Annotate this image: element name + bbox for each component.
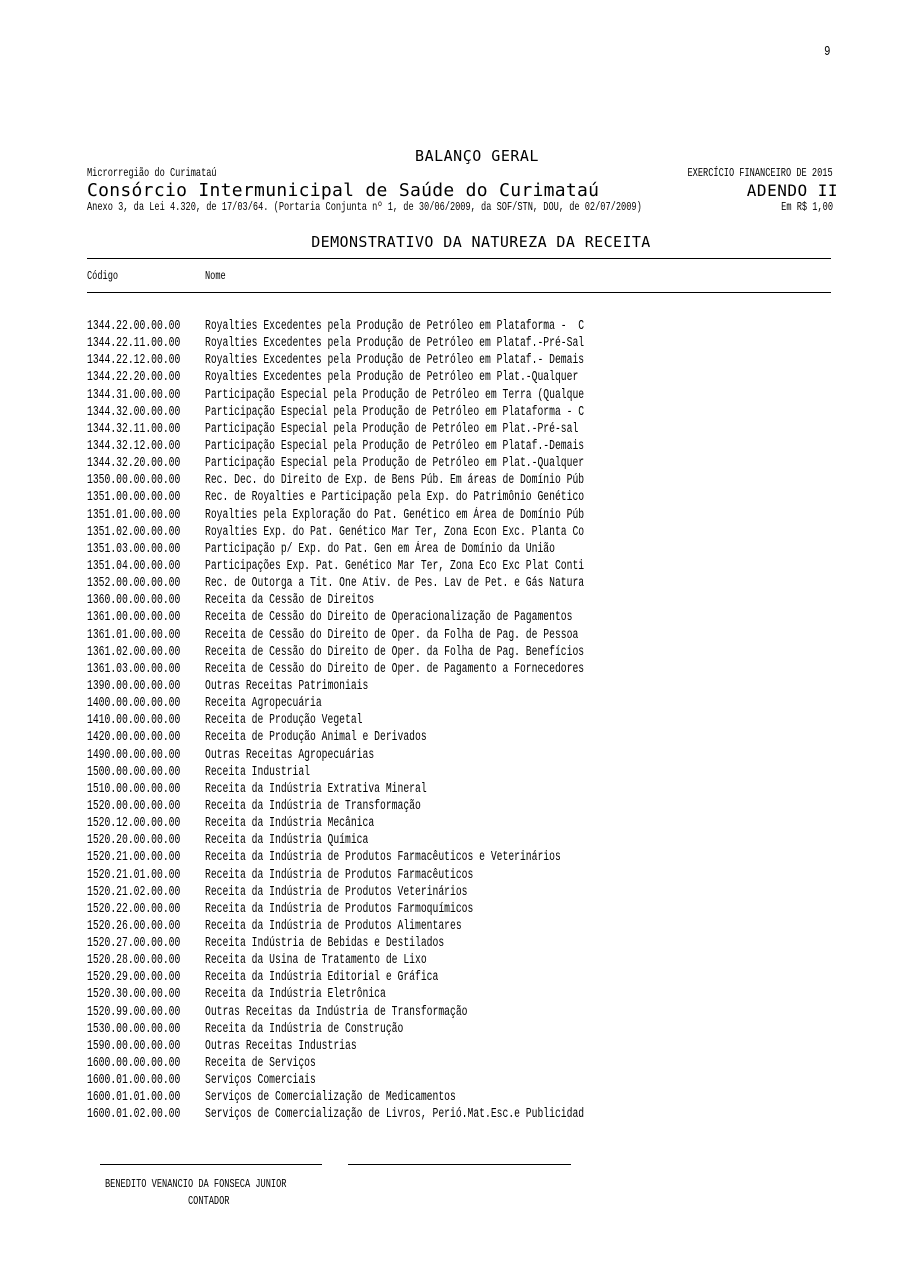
row-code: 1344.32.00.00.00: [87, 404, 181, 420]
row-name: Royalties Excedentes pela Produção de Petróleo em Plat.-Qualquer: [205, 370, 579, 386]
row-name: Serviços Comerciais: [205, 1073, 316, 1089]
annex-label: ADENDO II: [746, 181, 838, 200]
row-name: Receita da Indústria de Produtos Veterinários: [205, 884, 468, 900]
row-code: 1520.21.00.00.00: [87, 850, 181, 866]
organization-name: Consórcio Intermunicipal de Saúde do Curimataú: [87, 180, 600, 201]
row-code: 1520.29.00.00.00: [87, 970, 181, 986]
row-code: 1390.00.00.00.00: [87, 678, 181, 694]
row-name: Outras Receitas Industrias: [205, 1038, 357, 1054]
row-code: 1520.22.00.00.00: [87, 901, 181, 917]
row-name: Receita de Cessão do Direito de Oper. da Folha de Pag. Benefícios: [205, 644, 585, 660]
row-name: Receita da Indústria Química: [205, 833, 369, 849]
row-name: Receita da Indústria de Produtos Farmacêuticos e Veterinários: [205, 850, 561, 866]
row-name: Receita da Indústria de Construção: [205, 1021, 404, 1037]
row-code: 1410.00.00.00.00: [87, 713, 181, 729]
row-code: 1351.00.00.00.00: [87, 490, 181, 506]
row-name: Royalties pela Exploração do Pat. Genético em Área de Domínio Púb: [205, 507, 585, 523]
row-code: 1520.26.00.00.00: [87, 918, 181, 934]
row-name: Receita da Indústria Editorial e Gráfica: [205, 970, 439, 986]
row-name: Receita da Indústria Eletrônica: [205, 987, 386, 1003]
row-name: Receita da Indústria de Transformação: [205, 798, 421, 814]
row-code: 1361.01.00.00.00: [87, 627, 181, 643]
row-name: Receita da Cessão de Direitos: [205, 593, 375, 609]
row-code: 1351.02.00.00.00: [87, 524, 181, 540]
row-code: 1344.32.12.00.00: [87, 438, 181, 454]
column-header-code: Código: [87, 269, 119, 283]
row-code: 1520.27.00.00.00: [87, 936, 181, 952]
row-code: 1520.00.00.00.00: [87, 798, 181, 814]
row-code: 1351.01.00.00.00: [87, 507, 181, 523]
row-name: Participação p/ Exp. do Pat. Gen em Área de Domínio da União: [205, 541, 555, 557]
row-code: 1600.00.00.00.00: [87, 1056, 181, 1072]
row-name: Receita Agropecuária: [205, 696, 322, 712]
row-name: Rec. de Outorga a Tit. One Ativ. de Pes. Lav de Pet. e Gás Natura: [205, 576, 585, 592]
row-code: 1344.32.11.00.00: [87, 421, 181, 437]
row-code: 1520.12.00.00.00: [87, 816, 181, 832]
row-name: Participação Especial pela Produção de Petróleo em Plat.-Qualquer: [205, 456, 585, 472]
row-code: 1400.00.00.00.00: [87, 696, 181, 712]
row-name: Receita de Cessão do Direito de Operacionalização de Pagamentos: [205, 610, 573, 626]
report-title: BALANÇO GERAL: [415, 147, 539, 165]
row-code: 1490.00.00.00.00: [87, 747, 181, 763]
row-code: 1344.22.00.00.00: [87, 319, 181, 334]
row-code: 1600.01.02.00.00: [87, 1107, 181, 1123]
row-name: Outras Receitas da Indústria de Transformação: [205, 1004, 468, 1020]
row-name: Rec. de Royalties e Participação pela Exp. do Patrimônio Genético: [205, 490, 585, 506]
row-name: Rec. Dec. do Direito de Exp. de Bens Púb. Em áreas de Domínio Púb: [205, 473, 585, 489]
row-name: Receita de Cessão do Direito de Oper. de Pagamento a Fornecedores: [205, 661, 585, 677]
row-code: 1600.01.00.00.00: [87, 1073, 181, 1089]
row-code: 1344.31.00.00.00: [87, 387, 181, 403]
row-code: 1351.04.00.00.00: [87, 558, 181, 574]
row-name: Royalties Excedentes pela Produção de Petróleo em Plataf.-Pré-Sal: [205, 336, 585, 352]
region-label: Microrregião do Curimataú: [87, 166, 217, 180]
row-name: Royalties Excedentes pela Produção de Petróleo em Plataf.- Demais: [205, 353, 585, 369]
row-name: Serviços de Comercialização de Livros, Perió.Mat.Esc.e Publicidad: [205, 1107, 585, 1123]
row-name: Receita da Indústria Extrativa Mineral: [205, 781, 427, 797]
header-rule-top: [87, 258, 831, 259]
row-name: Receita de Produção Vegetal: [205, 713, 363, 729]
row-code: 1352.00.00.00.00: [87, 576, 181, 592]
currency-label: Em R$ 1,00: [781, 200, 833, 214]
row-name: Receita da Indústria de Produtos Farmacêuticos: [205, 867, 474, 883]
signer-role: CONTADOR: [188, 1194, 230, 1208]
column-header-name: Nome: [205, 269, 226, 283]
header-rule-bottom: [87, 292, 831, 293]
legal-basis-text: Anexo 3, da Lei 4.320, de 17/03/64. (Portaria Conjunta nº 1, de 30/06/2009, da SOF/STN, DOU, de 02/07/2009): [87, 200, 642, 214]
row-code: 1520.21.02.00.00: [87, 884, 181, 900]
row-name: Serviços de Comercialização de Medicamentos: [205, 1090, 456, 1106]
row-name: Outras Receitas Patrimoniais: [205, 678, 369, 694]
row-code: 1344.22.20.00.00: [87, 370, 181, 386]
row-code: 1361.03.00.00.00: [87, 661, 181, 677]
signature-line-accountant: [100, 1164, 322, 1165]
row-code: 1590.00.00.00.00: [87, 1038, 181, 1054]
row-code: 1344.32.20.00.00: [87, 456, 181, 472]
row-code: 1361.02.00.00.00: [87, 644, 181, 660]
row-name: Receita de Serviços: [205, 1056, 316, 1072]
row-code: 1520.20.00.00.00: [87, 833, 181, 849]
row-code: 1530.00.00.00.00: [87, 1021, 181, 1037]
row-code: 1520.21.01.00.00: [87, 867, 181, 883]
row-code: 1510.00.00.00.00: [87, 781, 181, 797]
row-name: Outras Receitas Agropecuárias: [205, 747, 375, 763]
row-name: Participação Especial pela Produção de Petróleo em Plat.-Pré-sal: [205, 421, 579, 437]
row-code: 1360.00.00.00.00: [87, 593, 181, 609]
row-code: 1344.22.11.00.00: [87, 336, 181, 352]
row-name: Receita da Indústria Mecânica: [205, 816, 375, 832]
row-name: Receita de Cessão do Direito de Oper. da Folha de Pag. de Pessoa: [205, 627, 579, 643]
row-name: Participações Exp. Pat. Genético Mar Ter, Zona Eco Exc Plat Conti: [205, 558, 585, 574]
row-name: Participação Especial pela Produção de Petróleo em Terra (Qualque: [205, 387, 585, 403]
row-code: 1500.00.00.00.00: [87, 764, 181, 780]
row-name: Receita da Usina de Tratamento de Lixo: [205, 953, 427, 969]
row-name: Receita da Indústria de Produtos Alimentares: [205, 918, 462, 934]
signature-line-second: [348, 1164, 571, 1165]
signer-name: BENEDITO VENANCIO DA FONSECA JUNIOR: [105, 1177, 287, 1191]
row-name: Royalties Excedentes pela Produção de Petróleo em Plataforma - C: [205, 319, 585, 334]
section-title: DEMONSTRATIVO DA NATUREZA DA RECEITA: [311, 233, 651, 251]
fiscal-year-label: EXERCÍCIO FINANCEIRO DE 2015: [687, 166, 833, 180]
row-name: Participação Especial pela Produção de Petróleo em Plataf.-Demais: [205, 438, 585, 454]
row-name: Receita de Produção Animal e Derivados: [205, 730, 427, 746]
row-code: 1350.00.00.00.00: [87, 473, 181, 489]
row-name: Participação Especial pela Produção de Petróleo em Plataforma - C: [205, 404, 585, 420]
row-name: Receita Indústria de Bebidas e Destilados: [205, 936, 445, 952]
row-code: 1520.28.00.00.00: [87, 953, 181, 969]
page-number: 9: [823, 44, 830, 60]
row-code: 1600.01.01.00.00: [87, 1090, 181, 1106]
row-code: 1420.00.00.00.00: [87, 730, 181, 746]
row-code: 1520.99.00.00.00: [87, 1004, 181, 1020]
row-code: 1351.03.00.00.00: [87, 541, 181, 557]
row-code: 1361.00.00.00.00: [87, 610, 181, 626]
row-code: 1344.22.12.00.00: [87, 353, 181, 369]
row-name: Receita da Indústria de Produtos Farmoquímicos: [205, 901, 474, 917]
row-code: 1520.30.00.00.00: [87, 987, 181, 1003]
row-name: Royalties Exp. do Pat. Genético Mar Ter, Zona Econ Exc. Planta Co: [205, 524, 585, 540]
row-name: Receita Industrial: [205, 764, 310, 780]
